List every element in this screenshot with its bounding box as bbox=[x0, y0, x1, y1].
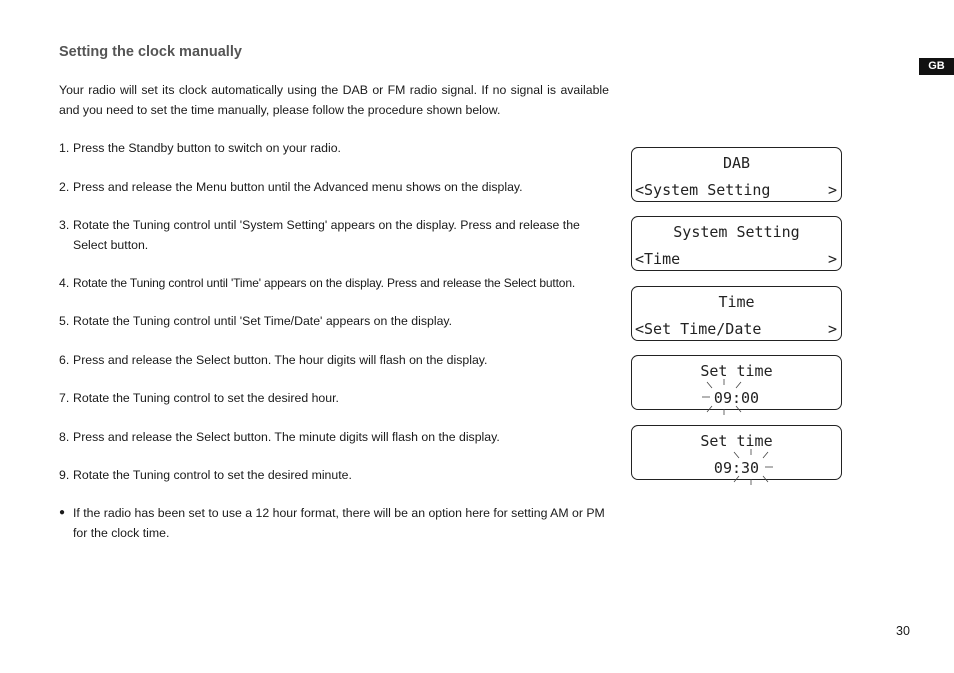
note-item bbox=[59, 503, 609, 543]
language-tab: GB bbox=[919, 58, 954, 75]
step-item bbox=[59, 350, 609, 370]
lcd-display-set-minutes bbox=[631, 425, 842, 480]
minutes-digits: 30 bbox=[741, 459, 760, 477]
hours-digits: 09 bbox=[713, 459, 732, 477]
step-number: 5. bbox=[59, 314, 70, 328]
lcd-display-time bbox=[631, 286, 842, 341]
lcd-line-2: <Time bbox=[635, 250, 681, 268]
flashing-minutes bbox=[741, 459, 759, 477]
lcd-line-1: Set time bbox=[700, 362, 773, 380]
note-text: If the radio has been set to use a 12 hour format, there will be an option here for setting AM or PM for the clock time. bbox=[73, 506, 605, 540]
lcd-display-set-hour bbox=[631, 355, 842, 410]
lcd-line-2: <Set Time/Date bbox=[635, 320, 762, 338]
page-heading: Setting the clock manually bbox=[59, 44, 242, 60]
chevron-right-icon: > bbox=[827, 320, 837, 338]
page-number: 30 bbox=[896, 624, 910, 638]
lcd-display-system-setting bbox=[631, 216, 842, 271]
step-text: Rotate the Tuning control to set the desired minute. bbox=[73, 468, 352, 482]
step-number: 6. bbox=[59, 353, 70, 367]
lcd-line-1: Set time bbox=[700, 432, 773, 450]
step-item bbox=[59, 427, 609, 447]
step-item bbox=[59, 388, 609, 408]
step-number: 4. bbox=[59, 276, 70, 290]
lcd-display-dab bbox=[631, 147, 842, 202]
step-number: 3. bbox=[59, 218, 70, 232]
step-number: 8. bbox=[59, 430, 70, 444]
bullet-icon: ● bbox=[59, 507, 66, 518]
step-item bbox=[59, 138, 609, 158]
lcd-time-line bbox=[635, 459, 838, 477]
chevron-right-icon: > bbox=[827, 181, 837, 199]
step-item bbox=[59, 215, 609, 255]
flash-rays-icon bbox=[729, 449, 773, 485]
lcd-line-1: Time bbox=[718, 293, 755, 311]
step-text: Rotate the Tuning control until 'Time' appears on the display. Press and release the Select button. bbox=[73, 276, 576, 290]
lcd-line-1: DAB bbox=[722, 154, 751, 172]
step-item bbox=[59, 311, 609, 331]
step-number: 1. bbox=[59, 141, 70, 155]
step-text: Press and release the Select button. The hour digits will flash on the display. bbox=[73, 353, 488, 367]
step-text: Press and release the Menu button until the Advanced menu shows on the display. bbox=[73, 180, 523, 194]
flash-rays-icon bbox=[702, 379, 746, 415]
time-separator: : bbox=[731, 459, 742, 477]
step-item bbox=[59, 177, 609, 197]
step-text: Press and release the Select button. The minute digits will flash on the display. bbox=[73, 430, 500, 444]
step-number: 2. bbox=[59, 180, 70, 194]
chevron-right-icon: > bbox=[827, 250, 837, 268]
lcd-time-line bbox=[635, 389, 838, 407]
lcd-line-1: System Setting bbox=[673, 223, 800, 241]
step-number: 9. bbox=[59, 468, 70, 482]
flashing-hours bbox=[714, 389, 732, 407]
step-item bbox=[59, 465, 609, 485]
step-text: Rotate the Tuning control until 'Set Time/Date' appears on the display. bbox=[73, 314, 453, 328]
time-separator: : bbox=[731, 389, 742, 407]
hours-digits: 09 bbox=[713, 389, 732, 407]
step-text: Press the Standby button to switch on your radio. bbox=[73, 141, 341, 155]
step-number: 7. bbox=[59, 391, 70, 405]
intro-paragraph: Your radio will set its clock automatically using the DAB or FM radio signal. If no signal is available and you need to set the time manually, please follow the procedure shown below. bbox=[59, 83, 609, 117]
step-item bbox=[59, 273, 609, 293]
step-text: Rotate the Tuning control to set the desired hour. bbox=[73, 391, 339, 405]
minutes-digits: 00 bbox=[741, 389, 760, 407]
lcd-line-2: <System Setting bbox=[635, 181, 771, 199]
step-text: Rotate the Tuning control until 'System Setting' appears on the display. Press and release the Select button. bbox=[73, 218, 580, 252]
